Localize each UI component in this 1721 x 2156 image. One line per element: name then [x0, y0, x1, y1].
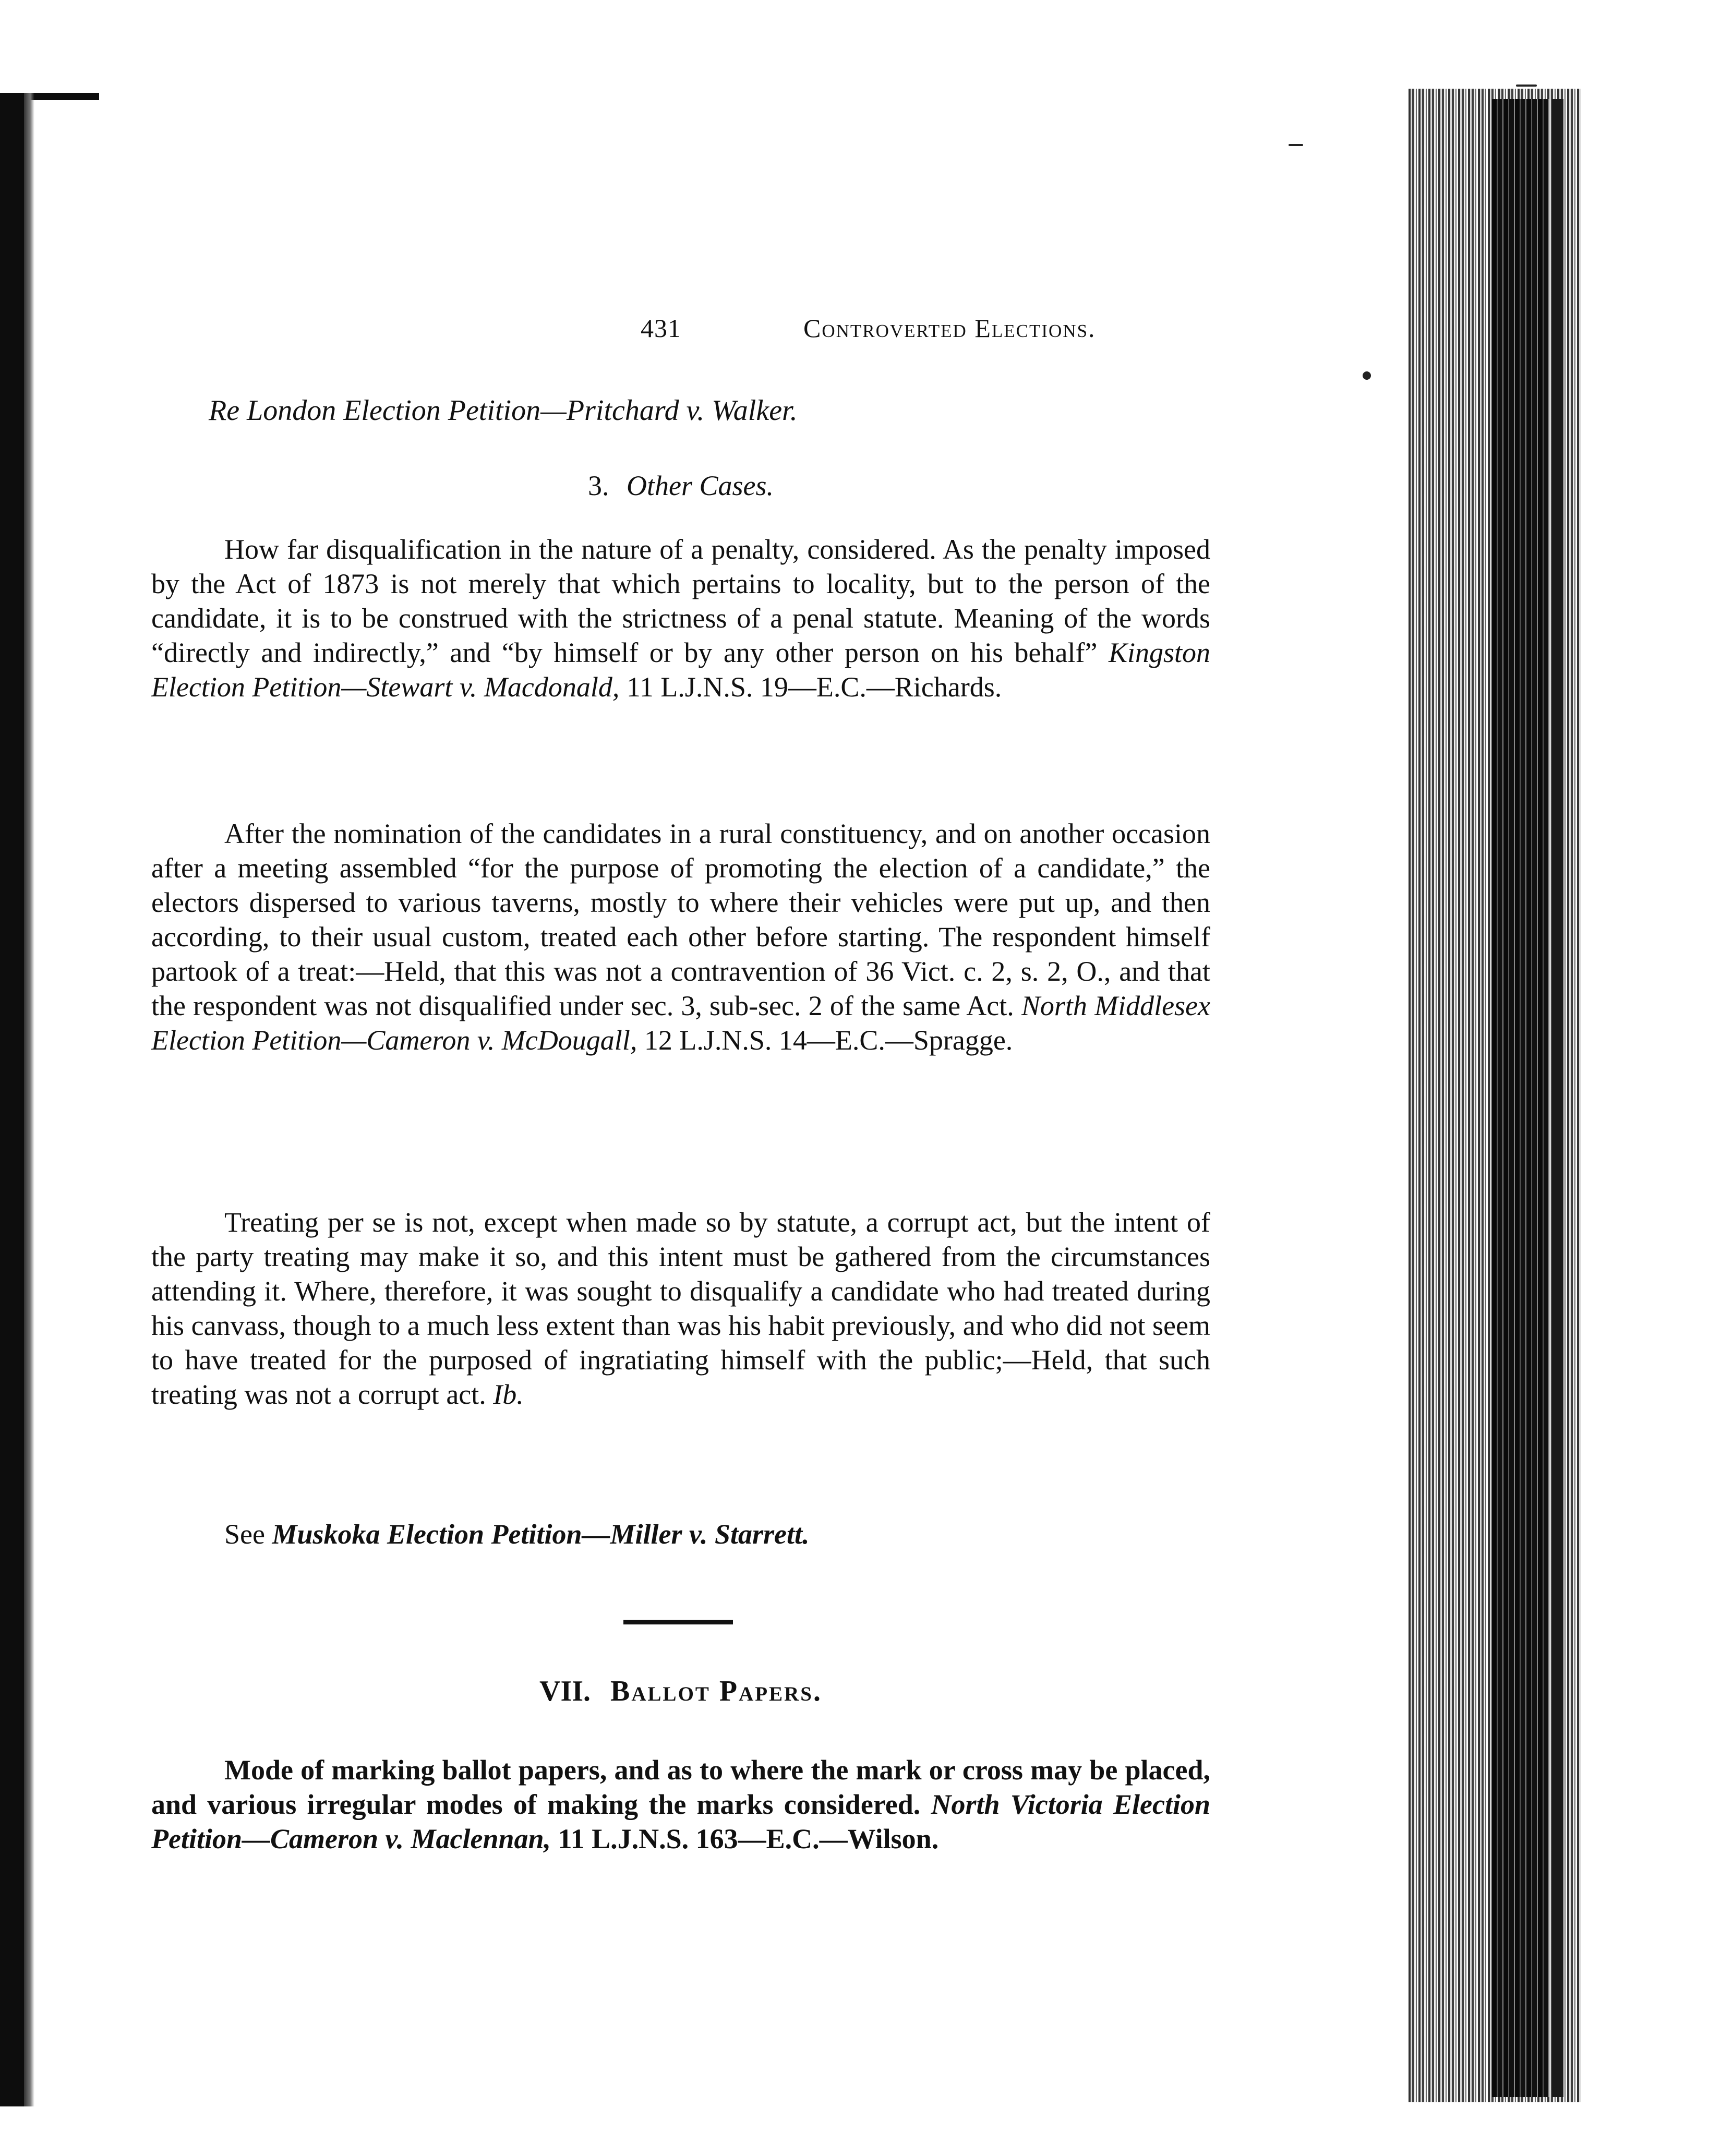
section-number: 3.	[588, 470, 609, 501]
paragraph-text: How far disqualification in the nature of a penalty, considered. As the penalty imposed by the Act of 1873 is not merely that which pertains to locality, but to the person of the candidate, it is to be construed with the strictness of a penal statute. Meaning of the words “directly and indirectly,” and “by himself or by any other person on his behalf”	[151, 534, 1210, 668]
paragraph-treating-nomination	[151, 816, 1210, 1057]
scan-speck	[1363, 371, 1371, 380]
paragraph-treating-per-se	[151, 1205, 1210, 1412]
report-reference: 11 L.J.N.S. 19—E.C.—Richards.	[626, 671, 1002, 703]
scan-speck	[1516, 85, 1537, 87]
scan-binding-edge	[0, 93, 24, 2106]
see-reference	[224, 1518, 1210, 1550]
scan-page-stack-rim	[1552, 99, 1563, 2097]
scan-binding-shadow	[24, 93, 34, 2106]
case-title: Re London Election Petition—Pritchard v. Walker.	[209, 394, 798, 427]
chapter-title: Ballot Papers.	[610, 1675, 822, 1707]
paragraph-text: Mode of marking ballot papers, and as to where the mark or cross may be placed, and various irregular modes of making the marks considered.	[151, 1754, 1210, 1820]
section-title: Other Cases.	[627, 470, 774, 501]
paragraph-ballot-marking	[151, 1753, 1210, 1856]
case-citation: Kingston Election Petition—Stewart v. Macdonald,	[151, 637, 1211, 703]
running-title: Controverted Elections.	[803, 314, 1096, 343]
report-reference: 11 L.J.N.S. 163—E.C.—Wilson.	[558, 1823, 939, 1854]
paragraph-penalty	[151, 532, 1210, 704]
see-citation: Muskoka Election Petition—Miller v. Starrett.	[272, 1519, 810, 1550]
case-citation: North Victoria Election Petition—Cameron v. Maclennan,	[151, 1789, 1210, 1854]
paragraph-text: Treating per se is not, except when made so by statute, a corrupt act, but the intent of the party treating may make it so, and this intent must be gathered from the circumstances attending it. Where, therefore, it was sought to disqualify a candidate who had treated during his canvass, though to a much less extent than was his habit previously, and who did not seem to have treated for the purposed of ingratiating himself with the public;—Held, that such treating was not a corrupt act.	[151, 1207, 1210, 1410]
case-citation: North Middlesex Election Petition—Cameron v. McDougall,	[151, 990, 1210, 1056]
running-head	[151, 313, 1210, 355]
scan-speck	[1289, 144, 1303, 146]
case-citation: Ib.	[493, 1379, 524, 1410]
report-reference: 12 L.J.N.S. 14—E.C.—Spragge.	[644, 1025, 1013, 1056]
scan-page-stack-shadow	[1492, 99, 1549, 2097]
chapter-number: VII.	[539, 1675, 591, 1707]
section-divider	[623, 1620, 733, 1624]
see-prefix: See	[224, 1519, 265, 1550]
section-heading	[151, 469, 1210, 502]
paragraph-text: After the nomination of the candidates in a rural constituency, and on another occasion after a meeting assembled “for the purpose of promoting the election of a candidate,” the electors dispersed to various taverns, mostly to where their vehicles were put up, and then according, to their usual custom, treated each other before starting. The respondent himself partook of a treat:—Held, that this was not a contravention of 36 Vict. c. 2, s. 2, O., and that the respondent was not disqualified under sec. 3, sub-sec. 2 of the same Act.	[151, 818, 1210, 1021]
chapter-heading	[151, 1675, 1210, 1708]
page-number: 431	[641, 314, 681, 343]
